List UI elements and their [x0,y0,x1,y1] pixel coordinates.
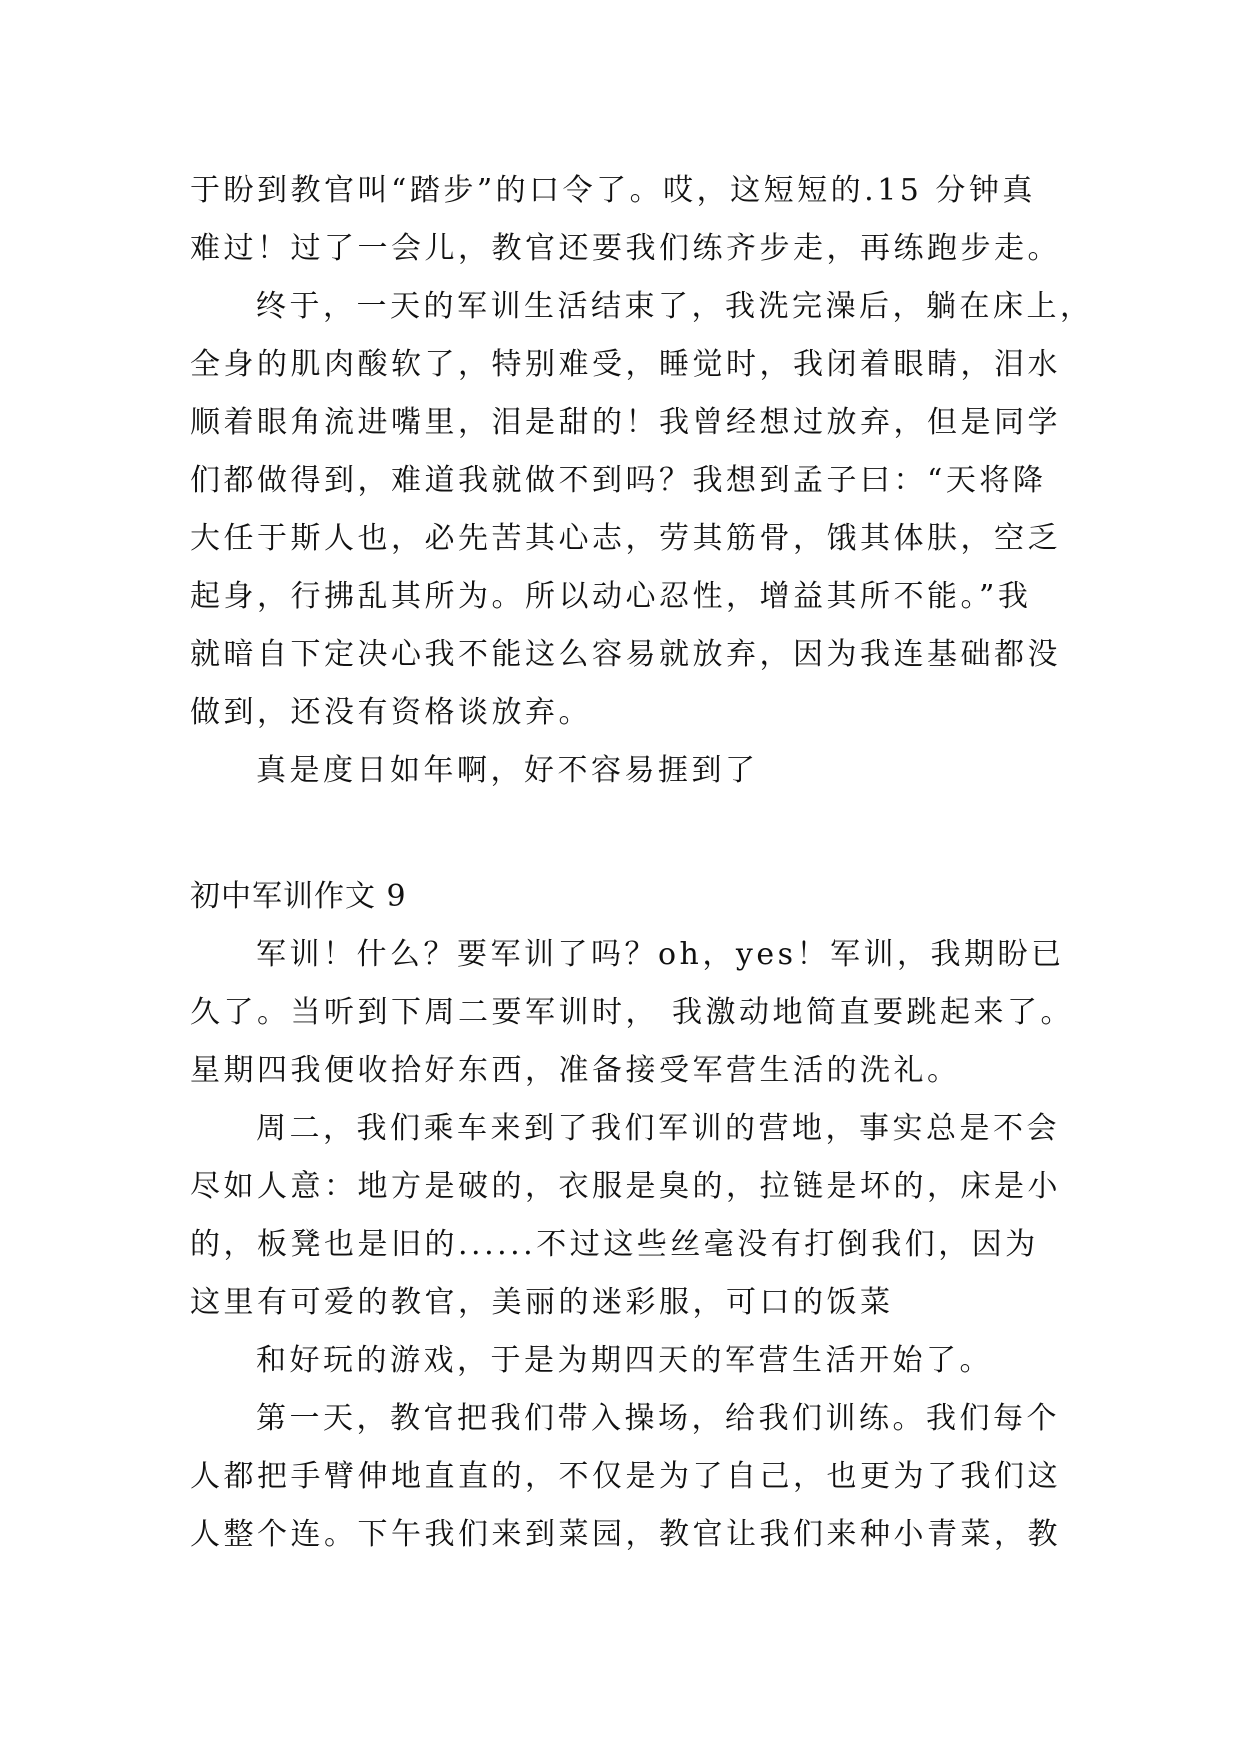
text-line: 这里有可爱的教官，美丽的迷彩服，可口的饭菜 [190,1285,894,1320]
text-line: 们都做得到，难道我就做不到吗？我想到孟子曰：“天将降 [190,463,1047,498]
section-gap [190,800,1060,868]
text-line: 星期四我便收拾好东西，准备接受军营生活的洗礼。 [190,1053,961,1088]
text-line: 全身的肌肉酸软了，特别难受，睡觉时，我闭着眼睛，泪水 [190,347,1061,382]
text-line: 第一天，教官把我们带入操场，给我们训练。我们每个 [256,1401,1060,1436]
text-line: 大任于斯人也，必先苦其心志，劳其筋骨，饿其体肤，空乏 [190,521,1061,556]
text-line: 军训！什么？要军训了吗？oh，yes！军训，我期盼已 [256,937,1065,972]
paragraph [190,1100,1060,1332]
text-line: 顺着眼角流进嘴里，泪是甜的！我曾经想过放弃，但是同学 [190,405,1061,440]
essay-title: 初中军训作文 9 [190,879,407,914]
text-line: 的，板凳也是旧的......不过这些丝毫没有打倒我们，因为 [190,1227,1039,1262]
text-line: 难过！过了一会儿，教官还要我们练齐步走，再练跑步走。 [190,231,1061,266]
text-line: 久了。当听到下周二要军训时， 我激动地简直要跳起来了。 [190,995,1075,1030]
paragraph [190,742,1060,800]
paragraph-continuation [190,162,1060,278]
paragraph [190,1332,1060,1390]
text-line: 起身，行拂乱其所为。所以动心忍性，增益其所不能。”我 [190,579,1032,614]
text-line: 人整个连。下午我们来到菜园，教官让我们来种小青菜，教 [190,1517,1061,1552]
paragraph [190,926,1075,1100]
document-body [190,162,1094,1564]
text-line: 和好玩的游戏，于是为期四天的军营生活开始了。 [256,1343,993,1378]
text-line: 做到，还没有资格谈放弃。 [190,695,592,730]
text-line: 尽如人意：地方是破的，衣服是臭的，拉链是坏的，床是小 [190,1169,1061,1204]
text-line: 终于，一天的军训生活结束了，我洗完澡后，躺在床上， [256,289,1094,324]
paragraph [190,1390,1060,1564]
text-line: 人都把手臂伸地直直的，不仅是为了自己，也更为了我们这 [190,1459,1061,1494]
text-line: 就暗自下定决心我不能这么容易就放弃，因为我连基础都没 [190,637,1061,672]
paragraph [190,278,1094,742]
text-line: 于盼到教官叫“踏步”的口令了。哎，这短短的.15 分钟真 [190,173,1036,208]
text-line: 周二，我们乘车来到了我们军训的营地，事实总是不会 [256,1111,1060,1146]
text-line: 真是度日如年啊，好不容易捱到了 [256,753,759,788]
